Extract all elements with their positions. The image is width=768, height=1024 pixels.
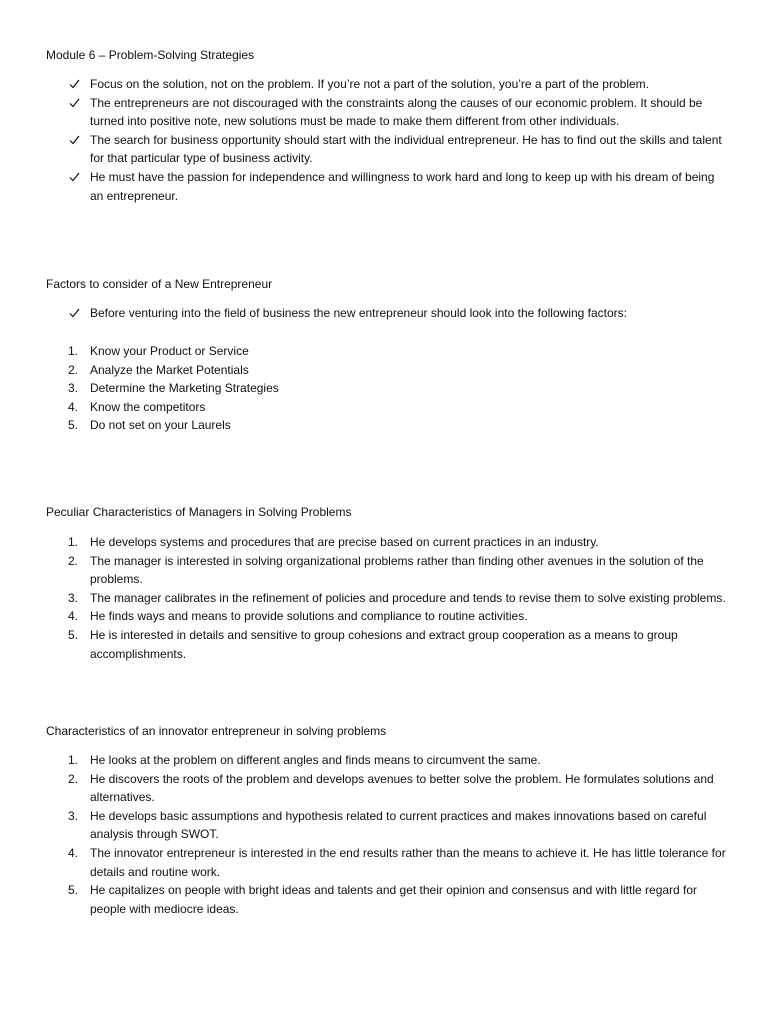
checkmark-icon bbox=[69, 168, 83, 186]
checkmark-icon bbox=[69, 304, 83, 322]
checkmark-icon bbox=[69, 131, 83, 149]
list-number: 4. bbox=[68, 609, 79, 624]
check-item-text: Focus on the solution, not on the problem. If you’re not a part of the solution, you’re a part of the problem. bbox=[90, 77, 649, 91]
section-title-innovator: Characteristics of an innovator entrepreneur in solving problems bbox=[46, 724, 387, 738]
list-number: 4. bbox=[68, 845, 79, 860]
innovator-list bbox=[46, 751, 726, 918]
list-item-text: He is interested in details and sensitive to group cohesions and extract group cooperation as a means to group accomplishments. bbox=[90, 627, 678, 661]
section-title-managers: Peculiar Characteristics of Managers in Solving Problems bbox=[46, 505, 352, 519]
checklist-problem-solving bbox=[46, 75, 726, 205]
list-item bbox=[46, 533, 726, 552]
check-item-text: The entrepreneurs are not discouraged with the constraints along the causes of our economic problem. It should be turned into positive note, new solutions must be made to make them different from other individuals. bbox=[90, 95, 703, 129]
list-item bbox=[46, 881, 726, 918]
check-item bbox=[46, 75, 726, 94]
list-item bbox=[46, 398, 726, 417]
list-number: 1. bbox=[68, 344, 79, 358]
list-item bbox=[46, 416, 726, 435]
checkmark-icon bbox=[69, 75, 83, 93]
list-item bbox=[46, 770, 726, 807]
list-item-text: The innovator entrepreneur is interested in the end results rather than the means to achieve it. He has little tolerance for details and routine work. bbox=[90, 845, 726, 879]
list-number: 5. bbox=[68, 627, 79, 642]
list-item-text: He develops basic assumptions and hypothesis related to current practices and makes innovations based on careful analysis through SWOT. bbox=[90, 808, 707, 842]
check-item-text: He must have the passion for independence and willingness to work hard and long to keep up with his dream of being an entrepreneur. bbox=[90, 169, 715, 203]
list-number: 1. bbox=[68, 535, 79, 549]
list-item-text: Do not set on your Laurels bbox=[90, 418, 231, 433]
list-item-text: He discovers the roots of the problem and develops avenues to better solve the problem. He formulates solutions and alternatives. bbox=[90, 771, 714, 805]
section-title-new-entrepreneur: Factors to consider of a New Entrepreneur bbox=[46, 277, 273, 291]
list-item bbox=[46, 844, 726, 881]
list-item bbox=[46, 626, 726, 663]
list-item-text: Know your Product or Service bbox=[90, 344, 249, 358]
list-item bbox=[46, 342, 726, 361]
list-number: 5. bbox=[68, 418, 79, 433]
factors-list bbox=[46, 342, 726, 435]
list-item bbox=[46, 807, 726, 844]
list-item-text: Know the competitors bbox=[90, 399, 206, 414]
check-item bbox=[46, 94, 726, 131]
list-item bbox=[46, 379, 726, 398]
managers-list bbox=[46, 533, 726, 663]
list-item bbox=[46, 361, 726, 380]
list-number: 2. bbox=[68, 362, 79, 377]
list-item bbox=[46, 751, 726, 770]
list-number: 3. bbox=[68, 381, 79, 396]
list-item-text: He develops systems and procedures that are precise based on current practices in an industry. bbox=[90, 535, 599, 549]
list-item-text: He capitalizes on people with bright ideas and talents and get their opinion and consensus and with little regard for people with mediocre ideas. bbox=[90, 883, 698, 916]
list-number: 4. bbox=[68, 399, 79, 414]
list-item-text: Analyze the Market Potentials bbox=[90, 362, 249, 377]
list-number: 3. bbox=[68, 590, 79, 605]
section-title-problem-solving: Module 6 – Problem-Solving Strategies bbox=[46, 48, 255, 62]
list-number: 1. bbox=[68, 753, 79, 767]
check-item bbox=[46, 131, 726, 168]
list-item-text: Determine the Marketing Strategies bbox=[90, 381, 279, 396]
list-item bbox=[46, 589, 726, 608]
checkmark-icon bbox=[69, 94, 83, 112]
check-item-text: The search for business opportunity should start with the individual entrepreneur. He has to find out the skills and talent for that particular type of business activity. bbox=[90, 132, 722, 166]
list-item-text: The manager calibrates in the refinement of policies and procedure and tends to revise them to solve existing problems. bbox=[90, 590, 726, 605]
list-item-text: He looks at the problem on different angles and finds means to circumvent the same. bbox=[90, 753, 541, 767]
check-item bbox=[46, 304, 726, 323]
list-number: 2. bbox=[68, 771, 79, 786]
check-item-text: Before venturing into the field of business the new entrepreneur should look into the following factors: bbox=[90, 306, 627, 320]
list-number: 3. bbox=[68, 808, 79, 823]
checklist-new-entrepreneur bbox=[46, 304, 726, 323]
list-number: 2. bbox=[68, 553, 79, 568]
list-number: 5. bbox=[68, 883, 79, 898]
list-item bbox=[46, 607, 726, 626]
list-item bbox=[46, 552, 726, 589]
list-item-text: The manager is interested in solving organizational problems rather than finding other avenues in the solution of the problems. bbox=[90, 553, 704, 587]
list-item-text: He finds ways and means to provide solutions and compliance to routine activities. bbox=[90, 609, 528, 624]
check-item bbox=[46, 168, 726, 205]
